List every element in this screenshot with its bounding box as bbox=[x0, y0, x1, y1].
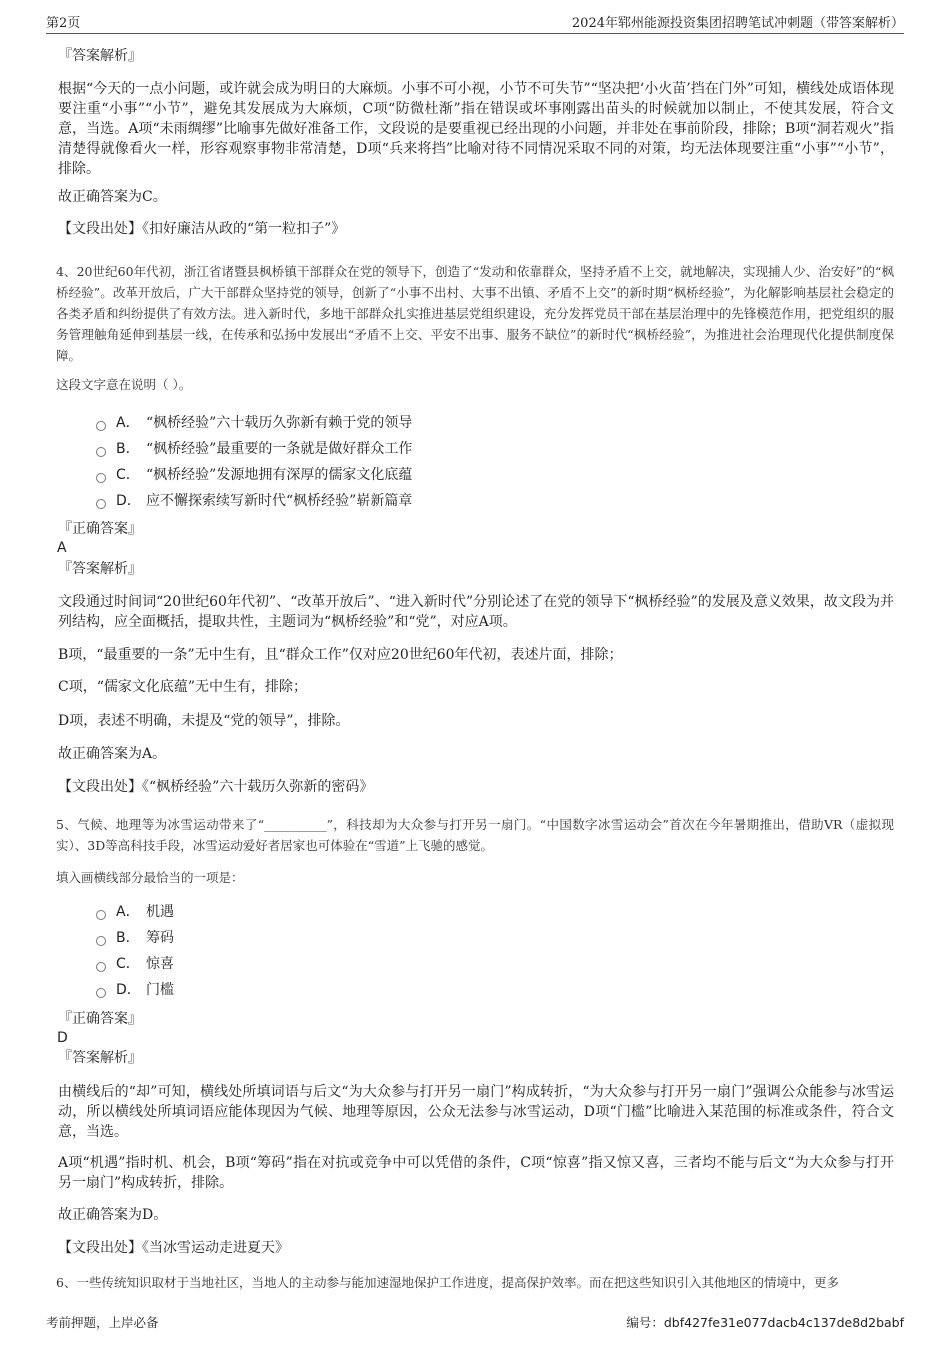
option-text: 筹码 bbox=[146, 930, 174, 946]
option-letter: B． bbox=[116, 930, 140, 946]
q3-analysis-text: 根据“今天的一点小问题，或许就会成为明日的大麻烦。小事不可小视，小节不可失节”“坚决把‘小火苗’挡在门外”可知，横线处成语体现要注重“小事”“小节”，避免其发展成为大麻烦，C项“防微杜渐”指在错误或坏事刚露出苗头的时候就加以制止，不使其发展，符合文意，当选。A项“未雨绸缪”比喻事先做好准备工作，文段说的是要重视已经出现的小问题，并非处在事前阶段，排除；B项“洞若观火”指清楚得就像看火一样，形容观察事物非常清楚，D项“兵来将挡”比喻对待不同情况采取不同的对策，均无法体现要注重“小事”“小节”，排除。 bbox=[58, 81, 894, 177]
page-header bbox=[46, 12, 904, 34]
q5-option-b[interactable] bbox=[96, 928, 174, 948]
q4-correct-label: 『正确答案』 bbox=[58, 521, 142, 537]
radio-icon[interactable] bbox=[96, 499, 106, 509]
page-number: 第2页 bbox=[46, 16, 81, 31]
radio-icon[interactable] bbox=[96, 473, 106, 483]
q4-conclusion: 故正确答案为A。 bbox=[58, 746, 167, 762]
option-letter: C． bbox=[116, 467, 140, 483]
q4-analysis-p3: C项，“儒家文化底蕴”无中生有，排除； bbox=[58, 679, 308, 695]
option-letter: A． bbox=[116, 415, 140, 431]
q3-analysis-label: 『答案解析』 bbox=[58, 48, 142, 64]
q3-source: 【文段出处】《扣好廉洁从政的“第一粒扣子”》 bbox=[58, 221, 346, 237]
option-text: “枫桥经验”最重要的一条就是做好群众工作 bbox=[146, 441, 413, 457]
option-letter: D． bbox=[116, 982, 141, 998]
option-text: 应不懈探索续写新时代“枫桥经验”崭新篇章 bbox=[146, 493, 413, 509]
option-letter: B． bbox=[116, 441, 140, 457]
option-letter: C． bbox=[116, 956, 140, 972]
option-text: 门槛 bbox=[146, 982, 174, 998]
q4-analysis-p1: 文段通过时间词“20世纪60年代初”、“改革开放后”、“进入新时代”分别论述了在党的领导下“枫桥经验”的发展及意义效果，故文段为并列结构，应全面概括，提取共性，主题词为“枫桥经验”和“党”，对应A项。 bbox=[58, 594, 894, 630]
option-text: “枫桥经验”六十载历久弥新有赖于党的领导 bbox=[146, 415, 413, 431]
document-title: 2024年郓州能源投资集团招聘笔试冲刺题（带答案解析） bbox=[571, 16, 904, 31]
q5-option-c[interactable] bbox=[96, 954, 174, 974]
radio-icon[interactable] bbox=[96, 962, 106, 972]
radio-icon[interactable] bbox=[96, 910, 106, 920]
q4-source: 【文段出处】《“枫桥经验”六十载历久弥新的密码》 bbox=[58, 779, 374, 795]
option-letter: A． bbox=[116, 904, 140, 920]
q5-option-d[interactable] bbox=[96, 980, 174, 1000]
q5-conclusion: 故正确答案为D。 bbox=[58, 1207, 168, 1223]
q3-conclusion: 故正确答案为C。 bbox=[58, 189, 167, 205]
document-code: 编号：dbf427fe31e077dacb4c137de8d2babf bbox=[626, 1315, 904, 1330]
q6-question-text: 6、一些传统知识取材于当地社区，当地人的主动参与能加速湿地保护工作进度，提高保护效率。而在把这些知识引入其他地区的情境中，更多 bbox=[56, 1275, 839, 1290]
q4-answer: A bbox=[57, 540, 67, 556]
q4-option-c[interactable] bbox=[96, 465, 412, 485]
radio-icon[interactable] bbox=[96, 421, 106, 431]
radio-icon[interactable] bbox=[96, 936, 106, 946]
q4-analysis-label: 『答案解析』 bbox=[58, 561, 142, 577]
q4-option-a[interactable] bbox=[96, 413, 412, 433]
q4-analysis-p2: B项，“最重要的一条”无中生有，且“群众工作”仅对应20世纪60年代初，表述片面，排除； bbox=[58, 647, 623, 663]
option-text: 机遇 bbox=[146, 904, 174, 920]
q5-analysis-p1: 由横线后的“却”可知，横线处所填词语与后文“为大众参与打开另一扇门”构成转折，“为大众参与打开另一扇门”强调公众能参与冰雪运动，所以横线处所填词语应能体现因为气候、地理等原因，公众无法参与冰雪运动，D项“门槛”比喻进入某范围的标准或条件，符合文意，当选。 bbox=[58, 1084, 894, 1140]
q5-answer: D bbox=[57, 1030, 68, 1046]
q4-option-d[interactable] bbox=[96, 491, 412, 511]
radio-icon[interactable] bbox=[96, 447, 106, 457]
q5-source: 【文段出处】《当冰雪运动走进夏天》 bbox=[58, 1240, 289, 1256]
radio-icon[interactable] bbox=[96, 988, 106, 998]
q5-prompt: 填入画横线部分最恰当的一项是： bbox=[56, 870, 244, 885]
q5-question-text: 5、气候、地理等为冰雪运动带来了“__________”，科技却为大众参与打开另一扇门。“中国数字冰雪运动会”首次在今年暑期推出，借助VR（虚拟现实）、3D等高科技手段，冰雪运动爱好者居家也可体验在“雪道”上飞驰的感觉。 bbox=[56, 817, 894, 853]
option-text: “枫桥经验”发源地拥有深厚的儒家文化底蕴 bbox=[146, 467, 413, 483]
q5-option-a[interactable] bbox=[96, 902, 174, 922]
q4-option-b[interactable] bbox=[96, 439, 412, 459]
q5-correct-label: 『正确答案』 bbox=[58, 1011, 142, 1027]
q4-question-text: 4、20世纪60年代初，浙江省诸暨县枫桥镇干部群众在党的领导下，创造了“发动和依靠群众，坚持矛盾不上交，就地解决，实现捕人少、治安好”的“枫桥经验”。改革开放后，广大干部群众坚持党的领导，创新了“小事不出村、大事不出镇、矛盾不上交”的新时期“枫桥经验”，为化解影响基层社会稳定的各类矛盾和纠纷提供了有效方法。进入新时代，多地干部群众扎实推进基层党组织建设，充分发挥党员干部在基层治理中的先锋模范作用，把党组织的服务管理触角延伸到基层一线，在传承和弘扬中发展出“矛盾不上交、平安不出事、服务不缺位”的新时代“枫桥经验”，为推进社会治理现代化提供制度保障。 bbox=[56, 264, 894, 363]
q4-prompt: 这段文字意在说明（ ）。 bbox=[56, 377, 192, 392]
option-letter: D． bbox=[116, 493, 141, 509]
footer-slogan: 考前押题，上岸必备 bbox=[46, 1315, 159, 1330]
q5-analysis-p2: A项“机遇”指时机、机会，B项“筹码”指在对抗或竞争中可以凭借的条件，C项“惊喜”指又惊又喜，三者均不能与后文“为大众参与打开另一扇门”构成转折，排除。 bbox=[58, 1155, 894, 1191]
q5-analysis-label: 『答案解析』 bbox=[58, 1050, 142, 1066]
page-footer bbox=[46, 1313, 904, 1331]
q4-analysis-p4: D项，表述不明确，未提及“党的领导”，排除。 bbox=[58, 713, 350, 729]
option-text: 惊喜 bbox=[146, 956, 174, 972]
